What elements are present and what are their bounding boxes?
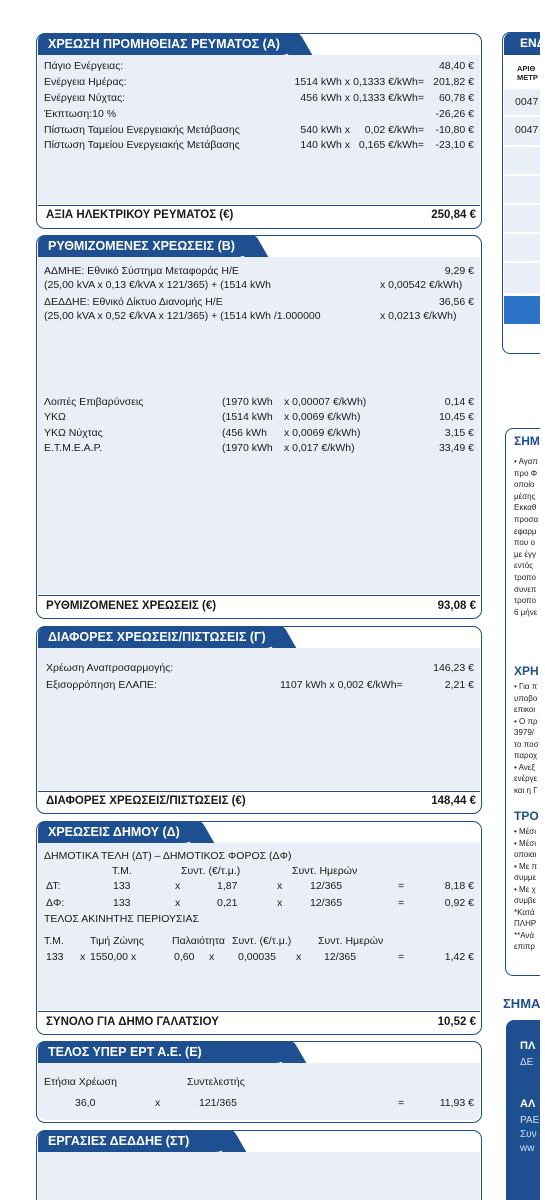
municipal-row-amount: 8,18 € [444, 880, 474, 892]
charge-row-amount: 48,40 € [438, 60, 474, 72]
deddie-label: ΔΕΔΔΗΕ: Εθνικό Δίκτυο Διανομής Η/Ε [44, 296, 223, 308]
payment-line: παροχ [514, 751, 538, 760]
meter-row-1-value: 0047 [515, 96, 539, 108]
property-tax-amount: 1,42 € [444, 951, 474, 963]
section-b-title: ΡΥΘΜΙΖΟΜΕΝΕΣ ΧΡΕΩΣΕΙΣ (Β) [38, 235, 250, 257]
payment-line: και η Γ [514, 785, 538, 795]
methods-line: *Κατά [514, 907, 535, 917]
bottom-panel-line-2: Συν [520, 1129, 537, 1140]
section-f-title: ΕΡΓΑΣΙΕΣ ΔΕΔΔΗΕ (ΣΤ) [38, 1130, 228, 1152]
regulated-row-label: Ε.Τ.Μ.Ε.Α.Ρ. [44, 442, 103, 454]
admie-calc-rate: x 0,00542 €/kWh) [380, 279, 463, 291]
col-tm: Τ.Μ. [112, 865, 132, 877]
ert-times: x [155, 1097, 161, 1109]
adjustment-amount: 146,23 € [433, 662, 474, 674]
section-a-total-label: ΑΞΙΑ ΗΛΕΚΤΡΙΚΟΥ ΡΕΥΜΑΤΟΣ (€) [46, 209, 234, 221]
section-b-divider [38, 595, 480, 596]
charge-row-amount: -10,80 € [435, 124, 474, 136]
regulated-row-amount: 0,14 € [444, 396, 474, 408]
elape-amount: 2,21 € [444, 679, 474, 691]
notes-line: συνεπ [514, 584, 537, 594]
section-c-total-value: 148,44 € [431, 795, 476, 807]
charge-row-amount: -23,10 € [435, 139, 474, 151]
charge-row-amount: 201,82 € [433, 76, 474, 88]
property-tax-cell: = [398, 951, 405, 963]
property-tax-col: Τιμή Ζώνης [90, 935, 144, 947]
municipal-row-tm: 133 [113, 880, 131, 892]
meter-row-2-value: 0047 [515, 124, 539, 136]
charge-row-rate: 0,165 €/kWh= [358, 139, 424, 151]
notes-line: εφαρμ [514, 526, 537, 536]
section-c-divider [38, 791, 480, 792]
property-tax-col: Παλαιότητα [172, 935, 225, 947]
regulated-row-label: ΥΚΩ Νύχτας [44, 427, 103, 439]
methods-line: ΠΛΗΡ [514, 919, 537, 928]
municipal-row-tm: 133 [113, 897, 131, 909]
elape-label: Εξισορρόπηση ΕΛΑΠΕ: [46, 679, 157, 691]
charge-row-rate: 0,1333 €/kWh= [353, 76, 424, 88]
payment-line: 3979/ [514, 728, 535, 737]
regulated-row-qty: (1970 kWh [222, 396, 273, 408]
section-e-body [38, 1063, 480, 1120]
meter-row-6 [504, 234, 540, 262]
section-a-title: ΧΡΕΩΣΗ ΠΡΟΜΗΘΕΙΑΣ ΡΕΥΜΑΤΟΣ (Α) [38, 33, 294, 55]
notes-line: 6 μήνε [514, 607, 538, 617]
admie-label: ΑΔΜΗΕ: Εθνικό Σύστημα Μεταφοράς Η/Ε [44, 265, 239, 277]
municipal-row-label: ΔΦ: [46, 897, 65, 909]
charge-row-label: Πάγιο Ενέργειας: [44, 60, 124, 72]
property-tax-col: Συντ. (€/τ.μ.) [232, 935, 292, 947]
charge-row-label: Πίστωση Ταμείου Ενεργειακής Μετάβασης [44, 124, 240, 136]
charge-row-qty: 140 kWh x [300, 139, 350, 151]
ert-amount: 11,93 € [439, 1097, 474, 1109]
section-c-title: ΔΙΑΦΟΡΕΣ ΧΡΕΩΣΕΙΣ/ΠΙΣΤΩΣΕΙΣ (Γ) [38, 626, 278, 648]
admie-amount: 9,29 € [444, 265, 474, 277]
municipal-row-coef: 0,21 [217, 897, 238, 909]
charge-row-label: Πίστωση Ταμείου Ενεργειακής Μετάβασης [44, 139, 240, 151]
methods-title: ΤΡΟ [514, 809, 539, 823]
bottom-panel-line-1: ΡΑΕ [520, 1115, 540, 1126]
regulated-row-amount: 33,49 € [438, 442, 474, 454]
property-tax-cell: 0,00035 [238, 951, 276, 963]
meter-col-head-1: ΑΡΙΘ [517, 64, 536, 73]
municipal-row-equals: = [398, 880, 405, 892]
meter-row-4 [504, 176, 540, 204]
municipal-row-days: 12/365 [310, 897, 343, 909]
section-b-total-label: ΡΥΘΜΙΖΟΜΕΝΕΣ ΧΡΕΩΣΕΙΣ (€) [46, 600, 217, 612]
deddie-amount: 36,56 € [438, 296, 474, 308]
notes-line: τροπο [514, 596, 536, 606]
section-a-divider [38, 205, 480, 206]
admie-calc: (25,00 kVA x 0,13 €/kVA x 121/365) + (1514 kWh [44, 279, 271, 291]
property-tax-cell: 0,60 [174, 951, 195, 963]
charge-row-rate: 0,1333 €/kWh= [353, 92, 424, 104]
regulated-row-rate: x 0,017 €/kWh) [284, 442, 355, 454]
regulated-row-amount: 3,15 € [444, 427, 474, 439]
section-d-divider [38, 1011, 480, 1012]
payment-line: ενέργε [514, 774, 538, 783]
payment-line: επικοι [514, 705, 535, 714]
ert-annual-value: 36,0 [75, 1097, 96, 1109]
ert-col-coef: Συντελεστής [187, 1076, 245, 1088]
section-e-title: ΤΕΛΟΣ ΥΠΕΡ ΕΡΤ Α.Ε. (Ε) [38, 1041, 288, 1063]
property-tax-cell: x [296, 951, 302, 963]
methods-line: συμβε [514, 896, 537, 905]
charge-row-rate: 0,02 €/kWh= [364, 124, 424, 136]
methods-line: • Με χ [514, 884, 536, 894]
col-coef: Συντ. (€/τ.μ.) [181, 865, 241, 877]
bottom-panel-sub-1: ΔΕ [520, 1057, 534, 1068]
regulated-row-label: ΥΚΩ [44, 411, 66, 423]
bottom-panel-heading-1: ΠΛ [520, 1040, 536, 1052]
ert-col-annual: Ετήσια Χρέωση [44, 1076, 117, 1088]
regulated-row-rate: x 0,0069 €/kWh) [284, 427, 361, 439]
methods-line: • Με π [514, 861, 537, 871]
regulated-row-qty: (456 kWh [222, 427, 267, 439]
section-d-total-label: ΣΥΝΟΛΟ ΓΙΑ ΔΗΜΟ ΓΑΛΑΤΣΙΟΥ [46, 1016, 219, 1028]
deddie-calc-rate: x 0,0213 €/kWh) [380, 310, 457, 322]
municipal-row-days: 12/365 [310, 880, 343, 892]
property-tax-cell: x [209, 951, 215, 963]
municipal-row-amount: 0,92 € [444, 897, 474, 909]
regulated-row-qty: (1970 kWh [222, 442, 273, 454]
deddie-calc: (25,00 kVA x 0,52 €/kVA x 121/365) + (1514 kWh /1.000000 [44, 310, 321, 322]
municipal-row-times: x [277, 897, 283, 909]
methods-line: • Μέσι [514, 838, 536, 848]
municipal-row-coef: 1,87 [217, 880, 238, 892]
section-d-total-value: 10,52 € [437, 1016, 476, 1028]
meter-col-head-2: ΜΕΤΡ [517, 73, 538, 82]
notes-line: με έγγ [514, 549, 536, 559]
methods-line: **Ανά [514, 930, 535, 940]
methods-line: • Μέσι [514, 827, 536, 836]
adjustment-label: Χρέωση Αναπροσαρμογής: [46, 662, 174, 674]
notes-line: οποίο [514, 480, 535, 490]
section-d-body [38, 843, 480, 1010]
col-days: Συντ. Ημερών [292, 865, 358, 877]
charge-row-amount: 60,78 € [438, 92, 474, 104]
municipal-row-times: x [175, 897, 181, 909]
ert-coef-value: 121/365 [199, 1097, 237, 1109]
charge-row-label: Έκπτωση:10 % [44, 108, 117, 120]
municipal-row-equals: = [398, 897, 405, 909]
payment-line: • Για π [514, 682, 538, 691]
property-tax-cell: 133 [46, 951, 64, 963]
tap-heading: ΤΕΛΟΣ ΑΚΙΝΗΤΗΣ ΠΕΡΙΟΥΣΙΑΣ [44, 913, 199, 925]
regulated-row-qty: (1514 kWh [222, 411, 273, 423]
regulated-row-label: Λοιπές Επιβαρύνσεις [44, 396, 144, 408]
charge-row-label: Ενέργεια Νύχτας: [44, 92, 126, 104]
notes-line: προ Φ [514, 468, 538, 478]
property-tax-col: Τ.Μ. [44, 935, 64, 947]
meter-row-5 [504, 205, 540, 233]
section-b-total-value: 93,08 € [437, 600, 476, 612]
regulated-row-amount: 10,45 € [438, 411, 474, 423]
notes-line: προσα [514, 515, 539, 524]
bottom-panel-line-3: ww [520, 1143, 535, 1154]
bottom-panel-heading-2: ΑΛ [520, 1098, 536, 1110]
municipal-row-times: x [175, 880, 181, 892]
elape-calc: 1107 kWh x 0,002 €/kWh= [280, 679, 403, 691]
payment-line: υποβο [514, 693, 538, 703]
notes-line: Εκκαθ [514, 503, 537, 513]
charge-row-amount: -26,26 € [435, 108, 474, 120]
meter-total-bar [504, 296, 540, 324]
notes-title: ΣΗΜ [514, 434, 540, 448]
property-tax-cell: x [80, 951, 86, 963]
notes-line: μέσης [514, 491, 536, 501]
charge-row-qty: 1514 kWh x [294, 76, 350, 88]
bottom-notes-title: ΣΗΜΑ [503, 996, 541, 1011]
payment-line: • Ανεξ [514, 762, 535, 772]
municipal-heading: ΔΗΜΟΤΙΚΑ ΤΕΛΗ (ΔΤ) – ΔΗΜΟΤΙΚΟΣ ΦΟΡΟΣ (ΔΦ) [44, 850, 292, 862]
meter-row-7 [504, 263, 540, 294]
notes-line: που ο [514, 538, 535, 548]
notes-line: • Αγαπ [514, 457, 538, 466]
property-tax-cell: 12/365 [324, 951, 357, 963]
section-a-total-value: 250,84 € [431, 209, 476, 221]
notes-line: εντός [514, 561, 534, 571]
section-c-total-label: ΔΙΑΦΟΡΕΣ ΧΡΕΩΣΕΙΣ/ΠΙΣΤΩΣΕΙΣ (€) [46, 795, 246, 807]
regulated-row-rate: x 0,00007 €/kWh) [284, 396, 367, 408]
property-tax-col: Συντ. Ημερών [318, 935, 384, 947]
regulated-row-rate: x 0,0069 €/kWh) [284, 411, 361, 423]
meter-row-3 [504, 147, 540, 175]
payment-title: ΧΡΗ [514, 664, 539, 678]
methods-line: συμμε [514, 873, 537, 882]
methods-line: οποιαι [514, 850, 537, 859]
municipal-row-times: x [277, 880, 283, 892]
property-tax-cell: 1550,00 x [90, 951, 137, 963]
charge-row-qty: 456 kWh x [300, 92, 350, 104]
payment-line: το ποσ [514, 739, 539, 749]
ert-equals: = [398, 1097, 405, 1109]
section-d-title: ΧΡΕΩΣΕΙΣ ΔΗΜΟΥ (Δ) [38, 821, 196, 843]
charge-row-qty: 540 kWh x [300, 124, 350, 136]
section-f-body [38, 1152, 480, 1200]
notes-line: τροπο [514, 573, 536, 582]
methods-line: επιπρ [514, 942, 535, 951]
payment-line: • Ο πρ [514, 716, 538, 726]
municipal-row-label: ΔΤ: [46, 880, 61, 892]
charge-row-label: Ενέργεια Ημέρας: [44, 76, 127, 88]
right-meter-title: ΕΝΔ [520, 36, 545, 50]
